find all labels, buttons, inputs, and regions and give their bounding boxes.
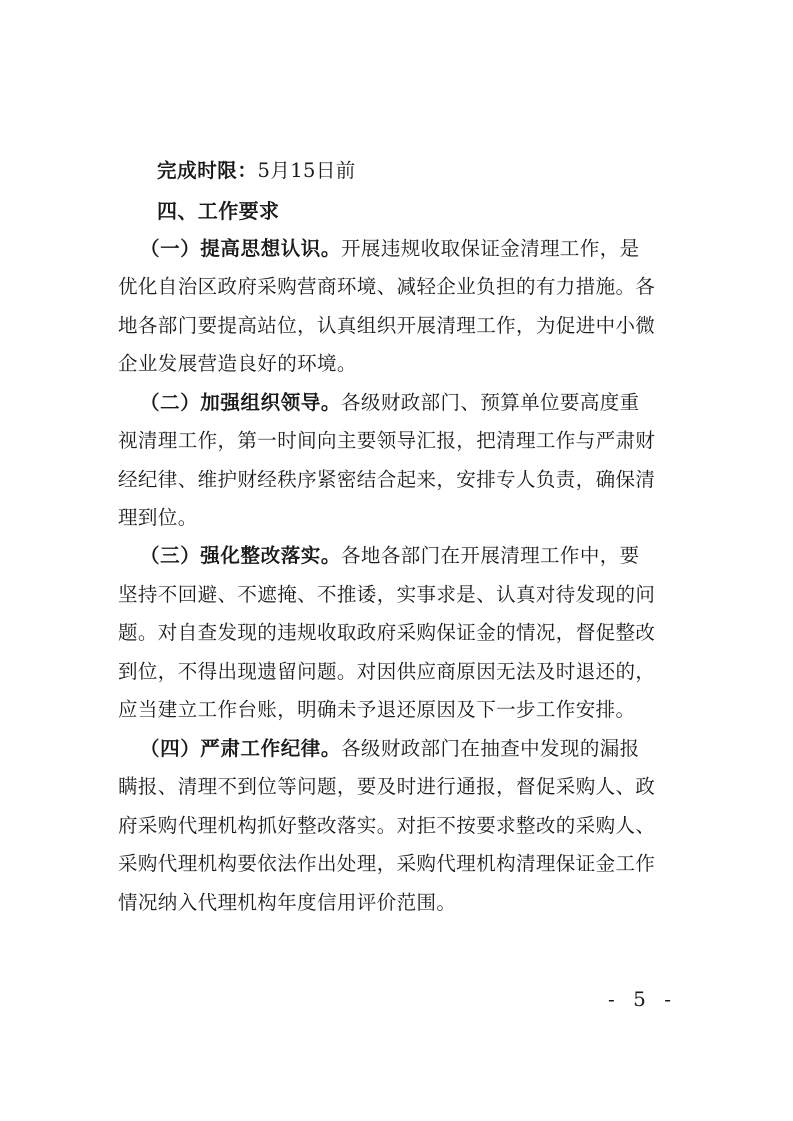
item-3-line-1: 各地各部门在开展清理工作中，要 (341, 544, 640, 567)
deadline-label: 完成时限： (157, 159, 258, 182)
page-number: - 5 - (608, 987, 677, 1011)
item-1-title: （一）提高思想认识。 (140, 237, 342, 260)
item-4-line-3: 府采购代理机构抓好整改落实。对拒不按要求整改的采购人、 (118, 814, 656, 837)
item-1-line-2: 优化自治区政府采购营商环境、减轻企业负担的有力措施。各 (118, 275, 656, 298)
item-4-line-2: 瞒报、清理不到位等问题，要及时进行通报，督促采购人、政 (118, 775, 656, 798)
item-1-line-4: 企业发展营造良好的环境。 (118, 352, 357, 375)
item-3-line-2: 坚持不回避、不遮掩、不推诿，实事求是、认真对待发现的问 (118, 583, 656, 606)
deadline-line (157, 161, 356, 181)
item-4-line-4: 采购代理机构要依法作出处理，采购代理机构清理保证金工作 (118, 852, 656, 875)
item-3-line-3: 题。对自查发现的违规收取政府采购保证金的情况，督促整改 (118, 621, 656, 644)
item-2-line-4: 理到位。 (118, 506, 198, 529)
section-heading: 四、工作要求 (157, 199, 280, 223)
item-2-line-2: 视清理工作，第一时间向主要领导汇报，把清理工作与严肃财 (118, 429, 656, 452)
item-2-line-3: 经纪律、维护财经秩序紧密结合起来，安排专人负责，确保清 (118, 468, 656, 491)
item-2-first-line (140, 393, 640, 413)
item-1-first-line (140, 239, 640, 259)
item-3-line-4: 到位，不得出现遗留问题。对因供应商原因无法及时退还的， (118, 660, 656, 683)
item-4-title: （四）严肃工作纪律。 (140, 737, 342, 760)
item-1-line-1: 开展违规收取保证金清理工作，是 (341, 237, 640, 260)
item-2-title: （二）加强组织领导。 (140, 391, 342, 414)
item-4-first-line (140, 739, 640, 759)
item-3-title: （三）强化整改落实。 (140, 544, 342, 567)
item-2-line-1: 各级财政部门、预算单位要高度重 (341, 391, 640, 414)
item-3-line-5: 应当建立工作台账，明确未予退还原因及下一步工作安排。 (118, 698, 636, 721)
item-3-first-line (140, 546, 640, 566)
deadline-value: 5月15日前 (257, 159, 356, 182)
item-4-line-1: 各级财政部门在抽查中发现的漏报 (341, 737, 640, 760)
item-4-line-5: 情况纳入代理机构年度信用评价范围。 (118, 891, 457, 914)
item-1-line-3: 地各部门要提高站位，认真组织开展清理工作，为促进中小微 (118, 314, 656, 337)
